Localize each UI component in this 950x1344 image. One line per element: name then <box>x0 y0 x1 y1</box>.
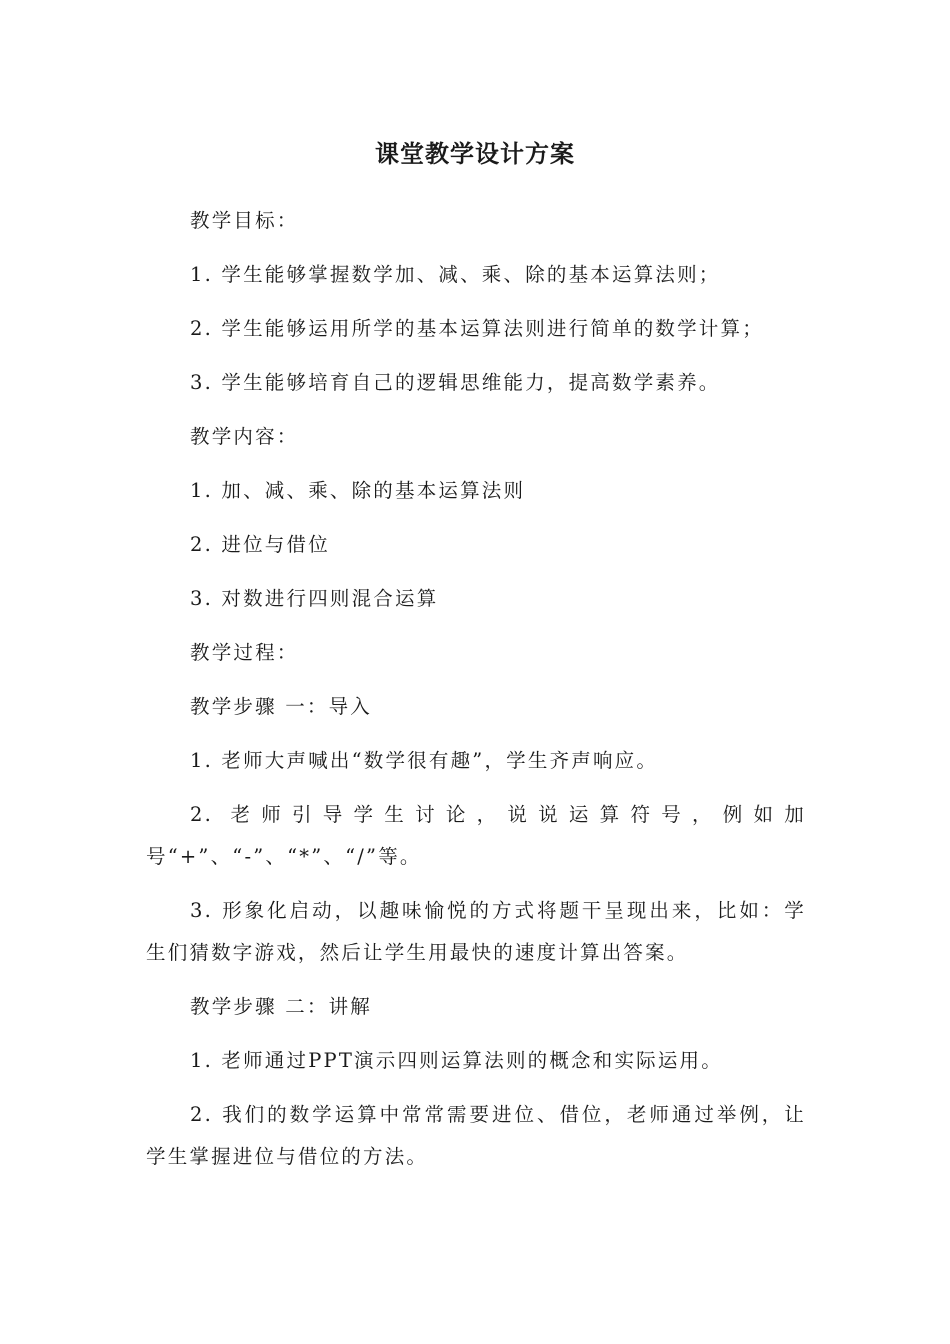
list-item: 2. 老师引导学生讨论，说说运算符号，例如加号“+”、“-”、“*”、“/”等。 <box>146 803 806 868</box>
page-title: 课堂教学设计方案 <box>375 140 575 168</box>
section-heading-content: 教学内容： <box>190 425 299 448</box>
step-heading-one: 教学步骤 一：导入 <box>190 695 372 718</box>
list-item: 3. 形象化启动，以趣味愉悦的方式将题干呈现出来，比如：学生们猜数字游戏，然后让学生用最快的速度计算出答案。 <box>146 899 806 964</box>
document-body <box>146 200 806 1190</box>
list-item: 3. 对数进行四则混合运算 <box>190 587 439 610</box>
list-item: 2. 学生能够运用所学的基本运算法则进行简单的数学计算； <box>190 317 764 340</box>
step-heading-two: 教学步骤 二：讲解 <box>190 995 372 1018</box>
list-item: 2. 进位与借位 <box>190 533 330 556</box>
list-item: 1. 老师大声喊出“数学很有趣”，学生齐声响应。 <box>190 749 659 772</box>
section-heading-process: 教学过程： <box>190 641 299 664</box>
section-heading-objectives: 教学目标： <box>190 209 299 232</box>
list-item: 2. 我们的数学运算中常常需要进位、借位，老师通过举例，让学生掌握进位与借位的方法。 <box>146 1103 806 1168</box>
list-item: 1. 老师通过PPT演示四则运算法则的概念和实际运用。 <box>190 1049 723 1072</box>
list-item: 1. 学生能够掌握数学加、减、乘、除的基本运算法则； <box>190 263 721 286</box>
list-item: 3. 学生能够培育自己的逻辑思维能力，提高数学素养。 <box>190 371 721 394</box>
list-item: 1. 加、减、乘、除的基本运算法则 <box>190 479 526 502</box>
